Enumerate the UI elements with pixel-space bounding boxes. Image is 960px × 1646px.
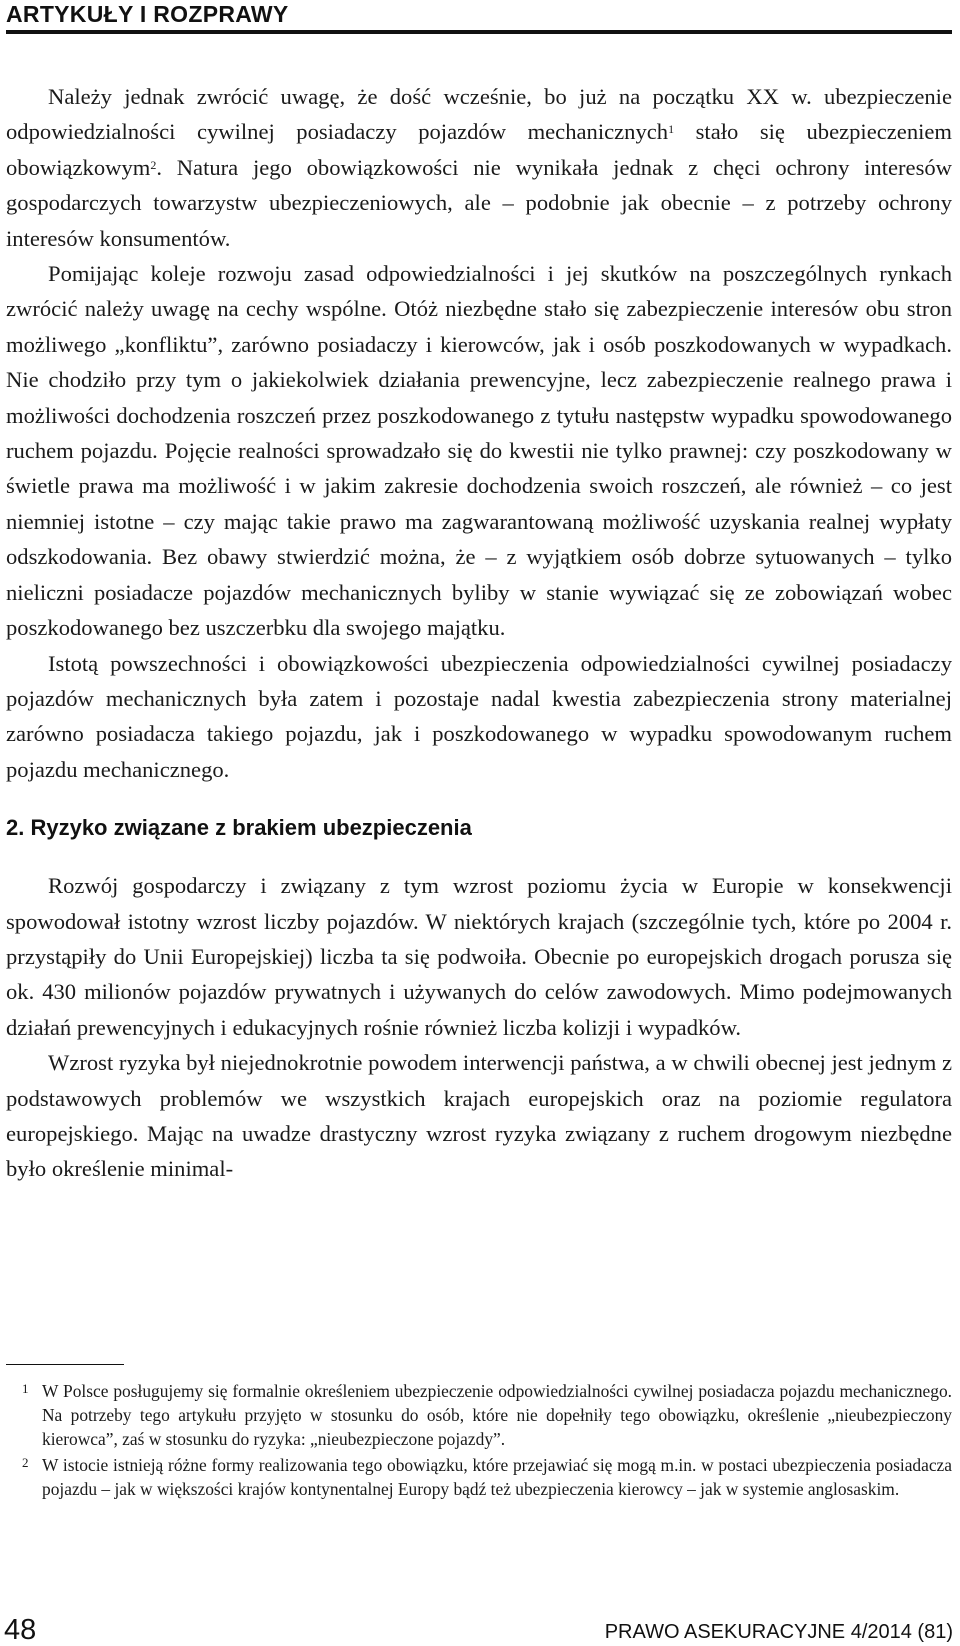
section-label: ARTYKUŁY I ROZPRAWY xyxy=(6,1,289,27)
header-rule xyxy=(6,30,952,34)
paragraph-1-text-b: stało się ubezpieczeniem obowiązkowym xyxy=(6,119,953,180)
footnotes xyxy=(6,1380,952,1502)
paragraph-1-text-a: Należy jednak zwrócić uwagę, że dość wcześnie, bo już na początku XX w. ubezpieczenie odpowiedzialności cywilnej posiadaczy pojazdów mechanicznych xyxy=(6,84,952,145)
footnote-2 xyxy=(6,1454,952,1502)
footnote-rule xyxy=(6,1364,124,1365)
paragraph-5: Wzrost ryzyka był niejednokrotnie powodem interwencji państwa, a w chwili obecnej jest jednym z podstawowych problemów we wszystkich krajach europejskich oraz na poziomie regulatora europejskiego. Mając na uwadze drastyczny wzrost ryzyka związany z ruchem drogowym niezbędne było określenie minimal- xyxy=(6,1050,952,1182)
section-heading: 2. Ryzyko związane z brakiem ubezpieczenia xyxy=(6,815,472,841)
article-body xyxy=(6,79,952,1187)
footnote-ref-1[interactable]: 1 xyxy=(668,122,675,137)
footnote-text: W istocie istnieją różne formy realizowania tego obowiązku, które przejawiać się mogą m.in. w postaci ubezpieczenia posiadacza pojazdu – jak w większości krajów kontynentalnej Europy bądź też ubezpieczenia kierowcy – jak w systemie anglosaskim. xyxy=(42,1454,952,1499)
page-number: 48 xyxy=(4,1614,37,1646)
page-header xyxy=(6,0,952,28)
paragraph-4: Rozwój gospodarczy i związany z tym wzrost poziomu życia w Europie w konsekwencji spowodował istotny wzrost liczby pojazdów. W niektórych krajach (szczególnie tych, które po 2004 r. przystąpiły do Unii Europejskiej) liczba ta się podwoiła. Obecnie po europejskich drogach porusza się ok. 430 milionów pojazdów prywatnych i używanych do celów zawodowych. Mimo podejmowanych działań prewencyjnych i edukacyjnych rośnie również liczba kolizji i wypadków. xyxy=(6,873,952,1040)
paragraph-1 xyxy=(6,79,952,256)
footnote-1 xyxy=(6,1380,952,1452)
footnote-ref-2[interactable]: 2 xyxy=(150,157,157,172)
journal-title: PRAWO ASEKURACYJNE 4/2014 (81) xyxy=(604,1621,953,1643)
footnote-number: 1 xyxy=(22,1381,29,1396)
paragraph-2: Pomijając koleje rozwoju zasad odpowiedzialności i jej skutków na poszczególnych rynkach zwrócić należy uwagę na cechy wspólne. Otóż niezbędne stało się zabezpieczenie interesów obu stron możliwego „konfliktu”, zarówno posiadaczy i kierowców, jak i osób poszkodowanych w wypadkach. Nie chodziło przy tym o jakiekolwiek działania prewencyjne, lecz zabezpieczenie realnego prawa i możliwości dochodzenia roszczeń przez poszkodowanego z tytułu następstw wypadku spowodowanego ruchem pojazdu. Pojęcie realności sprowadzało się do kwestii nie tylko prawnej: czy poszkodowany w świetle prawa ma możliwość i w jakim zakresie dochodzenia swoich roszczeń, ale również – co jest niemniej istotne – czy mając takie prawo ma zagwarantowaną możliwość uzyskania realnej wypłaty odszkodowania. Bez obawy stwierdzić można, że – z wyjątkiem osób dobrze sytuowanych – tylko nieliczni posiadacze pojazdów mechanicznych byliby w stanie wywiązać się ze zobowiązań wobec poszkodowanego bez uszczerbku dla swojego majątku. xyxy=(6,261,952,641)
footnote-number: 2 xyxy=(22,1454,29,1470)
paragraph-1-text-c: . Natura jego obowiązkowości nie wynikała jednak z chęci ochrony interesów gospodarczych towarzystw ubezpieczeniowych, ale – podobnie jak obecnie – z potrzeby ochrony interesów konsumentów. xyxy=(6,154,952,251)
footnote-text: W Polsce posługujemy się formalnie określeniem ubezpieczenie odpowiedzialności cywilnej posiadacza pojazdu mechanicznego. Na potrzeby tego artykułu przyjęto w stosunku do osób, które nie dopełniły tego obowiązku, określenie „nieubezpieczony kierowca”, zaś w stosunku do ryzyka: „nieubezpieczone pojazdy”. xyxy=(42,1381,952,1449)
paragraph-3: Istotą powszechności i obowiązkowości ubezpieczenia odpowiedzialności cywilnej posiadaczy pojazdów mechanicznych była zatem i pozostaje nadal kwestia zabezpieczenia strony materialnej zarówno posiadacza takiego pojazdu, jak i poszkodowanego w wypadku spowodowanym ruchem pojazdu mechanicznego. xyxy=(6,650,952,782)
